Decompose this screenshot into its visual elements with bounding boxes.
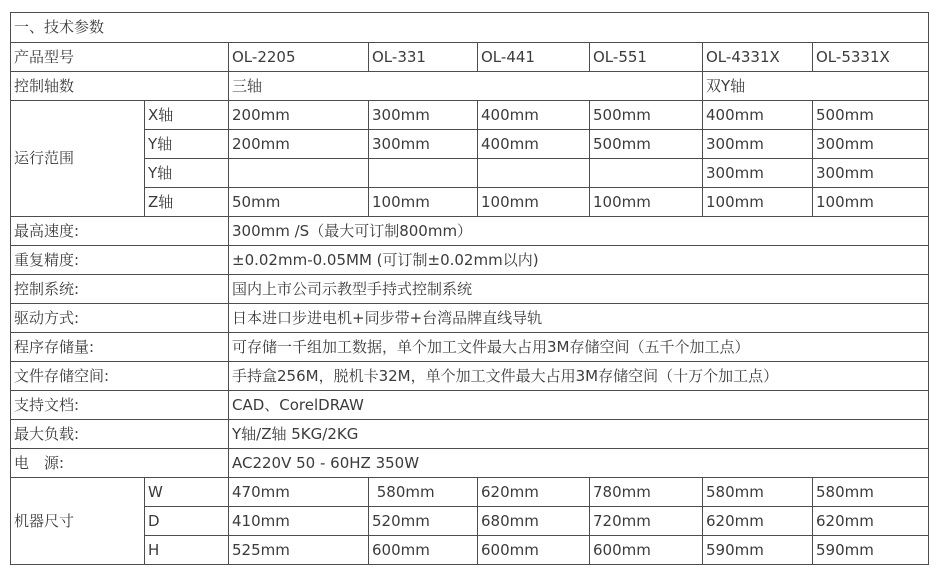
machine-d-value: 620mm xyxy=(703,507,813,536)
travel-x-value: 500mm xyxy=(813,101,929,130)
file-storage-row xyxy=(11,362,929,391)
file-storage-value: 手持盒256M，脱机卡32M，单个加工文件最大占用3M存储空间（十万个加工点） xyxy=(229,362,929,391)
program-storage-row xyxy=(11,333,929,362)
machine-w-value: 470mm xyxy=(229,478,369,507)
product-model-label: 产品型号 xyxy=(11,43,229,72)
travel-y2-value xyxy=(478,159,590,188)
repeat-accuracy-row xyxy=(11,246,929,275)
travel-range-z-row xyxy=(11,188,929,217)
max-speed-value: 300mm /S（最大可订制800mm） xyxy=(229,217,929,246)
program-storage-value: 可存储一千组加工数据，单个加工文件最大占用3M存储空间（五千个加工点） xyxy=(229,333,929,362)
travel-y1-value: 300mm xyxy=(369,130,478,159)
product-model-ol551: OL-551 xyxy=(590,43,703,72)
section-title: 一、技术参数 xyxy=(11,13,929,43)
supported-files-label: 支持文档: xyxy=(11,391,229,420)
power-label: 电 源: xyxy=(11,449,229,478)
control-system-row xyxy=(11,275,929,304)
max-load-row xyxy=(11,420,929,449)
control-system-label: 控制系统: xyxy=(11,275,229,304)
power-value: AC220V 50 - 60HZ 350W xyxy=(229,449,929,478)
travel-y1-value: 400mm xyxy=(478,130,590,159)
machine-w-value: 580mm xyxy=(369,478,478,507)
machine-h-value: 600mm xyxy=(590,536,703,565)
drive-mode-row xyxy=(11,304,929,333)
max-speed-row xyxy=(11,217,929,246)
drive-mode-value: 日本进口步进电机+同步带+台湾品牌直线导轨 xyxy=(229,304,929,333)
travel-range-label: 运行范围 xyxy=(11,101,145,217)
product-model-ol441: OL-441 xyxy=(478,43,590,72)
control-axes-second-group: 双Y轴 xyxy=(703,72,929,101)
product-model-row xyxy=(11,43,929,72)
travel-y2-value xyxy=(590,159,703,188)
title-row xyxy=(11,13,929,43)
travel-y2-value xyxy=(369,159,478,188)
travel-z-value: 50mm xyxy=(229,188,369,217)
spec-table xyxy=(10,12,929,565)
axis-label-x: X轴 xyxy=(145,101,229,130)
machine-w-value: 580mm xyxy=(703,478,813,507)
power-row xyxy=(11,449,929,478)
travel-y1-value: 300mm xyxy=(813,130,929,159)
axis-label-y1: Y轴 xyxy=(145,130,229,159)
repeat-accuracy-label: 重复精度: xyxy=(11,246,229,275)
machine-d-value: 410mm xyxy=(229,507,369,536)
machine-d-value: 720mm xyxy=(590,507,703,536)
travel-x-value: 500mm xyxy=(590,101,703,130)
machine-w-value: 620mm xyxy=(478,478,590,507)
control-axes-first-group: 三轴 xyxy=(229,72,703,101)
drive-mode-label: 驱动方式: xyxy=(11,304,229,333)
program-storage-label: 程序存储量: xyxy=(11,333,229,362)
travel-x-value: 400mm xyxy=(478,101,590,130)
travel-x-value: 300mm xyxy=(369,101,478,130)
control-axes-row xyxy=(11,72,929,101)
machine-h-value: 600mm xyxy=(369,536,478,565)
machine-h-value: 600mm xyxy=(478,536,590,565)
control-system-value: 国内上市公司示教型手持式控制系统 xyxy=(229,275,929,304)
max-load-label: 最大负载: xyxy=(11,420,229,449)
product-model-ol2205: OL-2205 xyxy=(229,43,369,72)
travel-range-y1-row xyxy=(11,130,929,159)
travel-y2-value: 300mm xyxy=(703,159,813,188)
dim-label-h: H xyxy=(145,536,229,565)
travel-y1-value: 500mm xyxy=(590,130,703,159)
supported-files-row xyxy=(11,391,929,420)
max-speed-label: 最高速度: xyxy=(11,217,229,246)
machine-h-value: 590mm xyxy=(813,536,929,565)
travel-z-value: 100mm xyxy=(369,188,478,217)
machine-size-h-row xyxy=(11,536,929,565)
travel-y1-value: 300mm xyxy=(703,130,813,159)
dim-label-w: W xyxy=(145,478,229,507)
travel-z-value: 100mm xyxy=(703,188,813,217)
travel-range-y2-row xyxy=(11,159,929,188)
travel-z-value: 100mm xyxy=(590,188,703,217)
axis-label-y2: Y轴 xyxy=(145,159,229,188)
supported-files-value: CAD、CorelDRAW xyxy=(229,391,929,420)
travel-x-value: 200mm xyxy=(229,101,369,130)
machine-size-w-row xyxy=(11,478,929,507)
machine-w-value: 780mm xyxy=(590,478,703,507)
repeat-accuracy-value: ±0.02mm-0.05MM (可订制±0.02mm以内) xyxy=(229,246,929,275)
travel-y1-value: 200mm xyxy=(229,130,369,159)
travel-y2-value: 300mm xyxy=(813,159,929,188)
dim-label-d: D xyxy=(145,507,229,536)
control-axes-label: 控制轴数 xyxy=(11,72,229,101)
product-model-ol5331x: OL-5331X xyxy=(813,43,929,72)
travel-z-value: 100mm xyxy=(813,188,929,217)
travel-z-value: 100mm xyxy=(478,188,590,217)
product-model-ol331: OL-331 xyxy=(369,43,478,72)
machine-size-d-row xyxy=(11,507,929,536)
file-storage-label: 文件存储空间: xyxy=(11,362,229,391)
machine-h-value: 525mm xyxy=(229,536,369,565)
machine-h-value: 590mm xyxy=(703,536,813,565)
axis-label-z: Z轴 xyxy=(145,188,229,217)
travel-x-value: 400mm xyxy=(703,101,813,130)
product-model-ol4331x: OL-4331X xyxy=(703,43,813,72)
max-load-value: Y轴/Z轴 5KG/2KG xyxy=(229,420,929,449)
travel-y2-value xyxy=(229,159,369,188)
machine-size-label: 机器尺寸 xyxy=(11,478,145,565)
machine-d-value: 520mm xyxy=(369,507,478,536)
machine-d-value: 680mm xyxy=(478,507,590,536)
travel-range-x-row xyxy=(11,101,929,130)
machine-d-value: 620mm xyxy=(813,507,929,536)
machine-w-value: 580mm xyxy=(813,478,929,507)
